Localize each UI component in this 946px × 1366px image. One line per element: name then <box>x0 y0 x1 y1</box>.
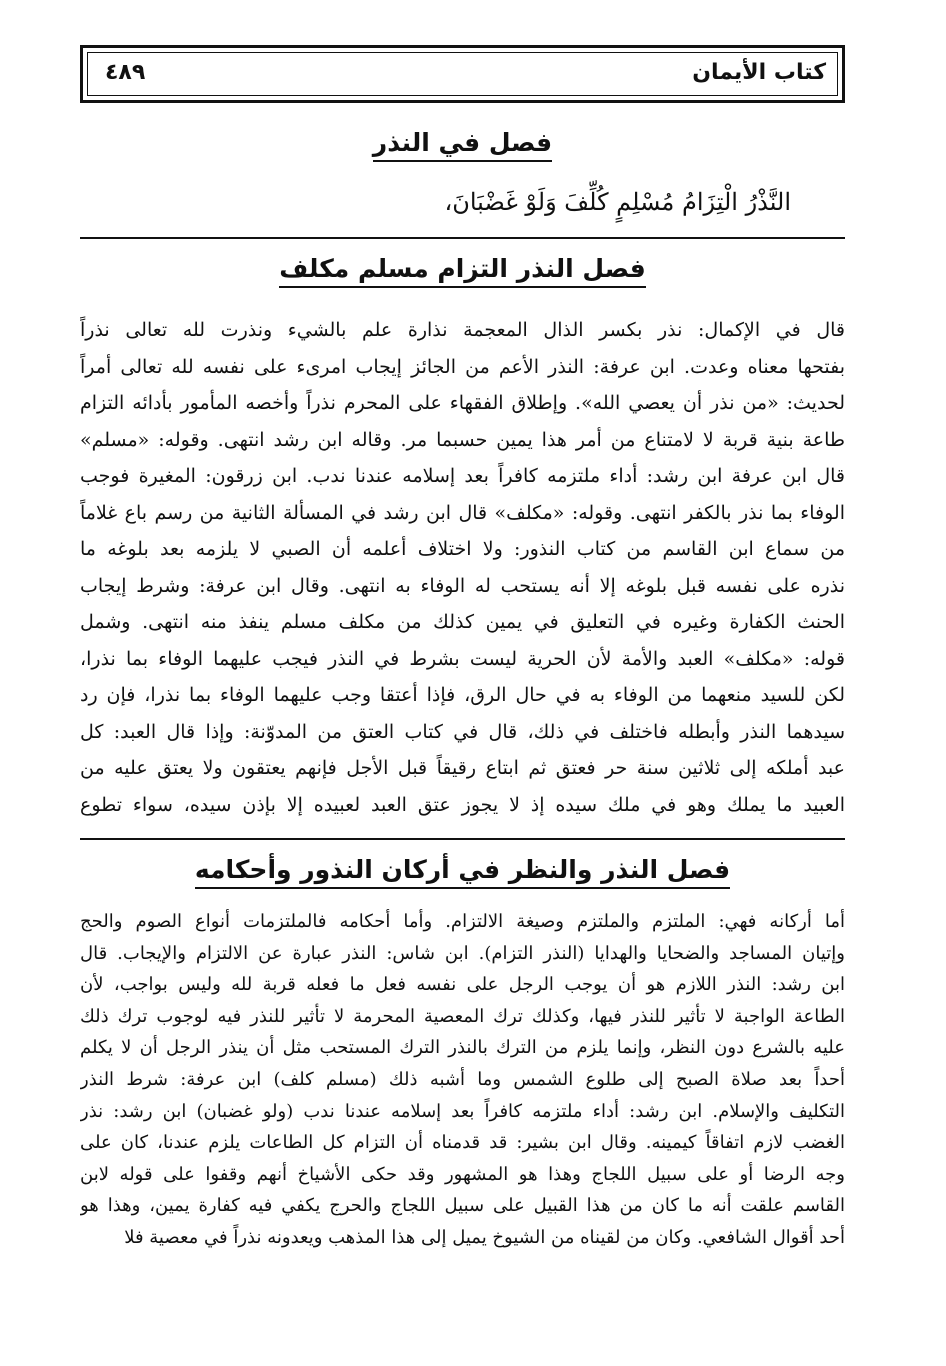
text-line: قال ابن عرفة ابن رشد: أداء ملتزمه كافراً بعد إسلامه عندنا ندب. ابن زرقون: المغيرة فوجب <box>80 465 845 487</box>
section-2-title <box>80 855 845 884</box>
text-line: لحديث: «من نذر أن يعصي الله». وإطلاق الفقهاء على المحرم نذراً وأخصه المأمور بأدائه التزام <box>80 392 845 414</box>
text-line: قوله: «مكلف» العبد والأمة لأن الحرية ليست بشرط في النذر فيجب عليهما الوفاء بما نذرا، <box>80 647 845 670</box>
text-line: بفتحها معناه وعدت. ابن عرفة: النذر الأعم من الجائز إيجاب امرىء على نفسه لله تعالى أمراً <box>80 355 845 378</box>
section-2-body <box>80 906 845 1254</box>
text-line: سيدهما النذر وأبطله فاختلف في ذلك، قال في كتاب العتق من المدوّنة: وإذا قال العبد: كل <box>80 720 845 743</box>
divider-2 <box>80 838 845 840</box>
text-line: طاعة بنية قربة لا لامتناع من أمر هذا يمين حسبما مر. وقاله ابن رشد انتهى. وقوله: «مسلم» <box>80 428 845 451</box>
text-line: نذره على نفسه قبل بلوغه إلا أنه يستحب له الوفاء به انتهى. وقال ابن عرفة: وشرط إيجاب <box>80 574 845 597</box>
text-line: الطاعة الواجبة لا تأثير للنذر فيها، وكذلك ترك المعصية المحرمة لا تأثير للنذر فيه لوجوب ترك ذلك <box>80 1005 845 1027</box>
text-line: أما أركانه فهي: الملتزم والملتزم وصيغة الالتزام. وأما أحكامه فالملتزمات أنواع الصوم والحج <box>80 911 845 932</box>
text-line: التكليف والإسلام. ابن رشد: أداء ملتزمه كافراً بعد إسلامه عندنا ندب (ولو غضبان) ابن رشد: نذر <box>80 1100 845 1122</box>
page-number: ٤٨٩ <box>105 60 146 85</box>
section-1-body <box>80 312 845 823</box>
text-line: الحنث الكفارة وغيره في التعليق في يمين كذلك من مكلف مسلم ينفذ منه انتهى. وشمل <box>80 611 845 633</box>
section-2-title-text: فصل النذر والنظر في أركان النذور وأحكامه <box>195 855 730 889</box>
text-line: العبيد ما يملك وهو في ملك سيده إذ لا يجوز عتق العبد لعبيده إلا بإذن سيده، سواء تطوع <box>80 793 845 816</box>
verse-text: النَّذْرُ الْتِزَامُ مُسْلِمٍ كُلِّفَ وَلَوْ غَضْبَانَ، <box>444 188 791 216</box>
section-main-title-text: فصل في النذر <box>373 128 552 162</box>
divider-1 <box>80 237 845 239</box>
section-1-title-text: فصل النذر التزام مسلم مكلف <box>279 254 645 288</box>
text-line: أحد أقوال الشافعي. وكان من لقيناه من الشيوخ يميل إلى هذا المذهب ويعدونه نذراً في معصية فلا <box>124 1226 845 1248</box>
section-main-title <box>80 128 845 157</box>
text-line: وإتيان المساجد والضحايا والهدايا (النذر التزام). ابن شاس: النذر عبارة عن الالتزام والإيجاب. قال <box>80 942 845 964</box>
text-line: الوفاء بما نذر بالكفر انتهى. وقوله: «مكلف» قال ابن رشد في المسألة الثانية من رسم باع غلاماً <box>80 501 845 524</box>
text-line: وجه الرضا أو على سبيل اللجاج وهذا هو المشهور وقد حكى الأشياخ أنهم وقفوا على قوله لابن <box>80 1163 845 1185</box>
text-line: عبد أملكه إلى ثلاثين سنة حر فعتق ثم ابتاع رقيقاً قبل الأجل فإنهم يعتقون ولا يعتق عليه من <box>80 757 845 779</box>
text-line: عليه بالشرع دون النظر، وإنما يلزم من الترك بالنذر الترك المستحب مثل أن ينذر الرجل أن لا يكلم <box>80 1037 845 1059</box>
text-line: ابن رشد: النذر اللازم هو أن يوجب الرجل على نفسه فعل ما فعله قربة لله وليس بواجب، لأن <box>80 974 845 996</box>
text-line: الغضب لازم اتفاقاً كيمينه. وقال ابن بشير: قد قدمناه أن التزام كل الطاعات يلزم عندنا، كان على <box>80 1132 845 1154</box>
section-1-title <box>80 254 845 283</box>
text-line: لكن للسيد منعهما من الوفاء به في حال الرق، فإذا أعتقا وجب عليهما الوفاء بما نذرا، فإن رد <box>80 684 845 706</box>
text-line: أحداً بعد صلاة الصبح إلى طلوع الشمس وما أشبه ذلك (مسلم كلف) ابن عرفة: شرط النذر <box>80 1068 845 1090</box>
text-line: القاسم علقت أنه ما كان من هذا القبيل على سبيل اللجاج والحرج يكفي فيه كفارة يمين، وهذا هو <box>80 1195 845 1217</box>
running-header <box>80 45 845 103</box>
text-line: قال في الإكمال: نذر بكسر الذال المعجمة نذارة علم بالشيء ونذرت لله تعالى نذراً <box>80 319 845 341</box>
text-line: من سماع ابن القاسم من كتاب النذور: ولا اختلاف أعلمه أن الصبي لا يلزمه بعد بلوغه ما <box>80 538 845 560</box>
header-title: كتاب الأيمان <box>692 60 826 85</box>
